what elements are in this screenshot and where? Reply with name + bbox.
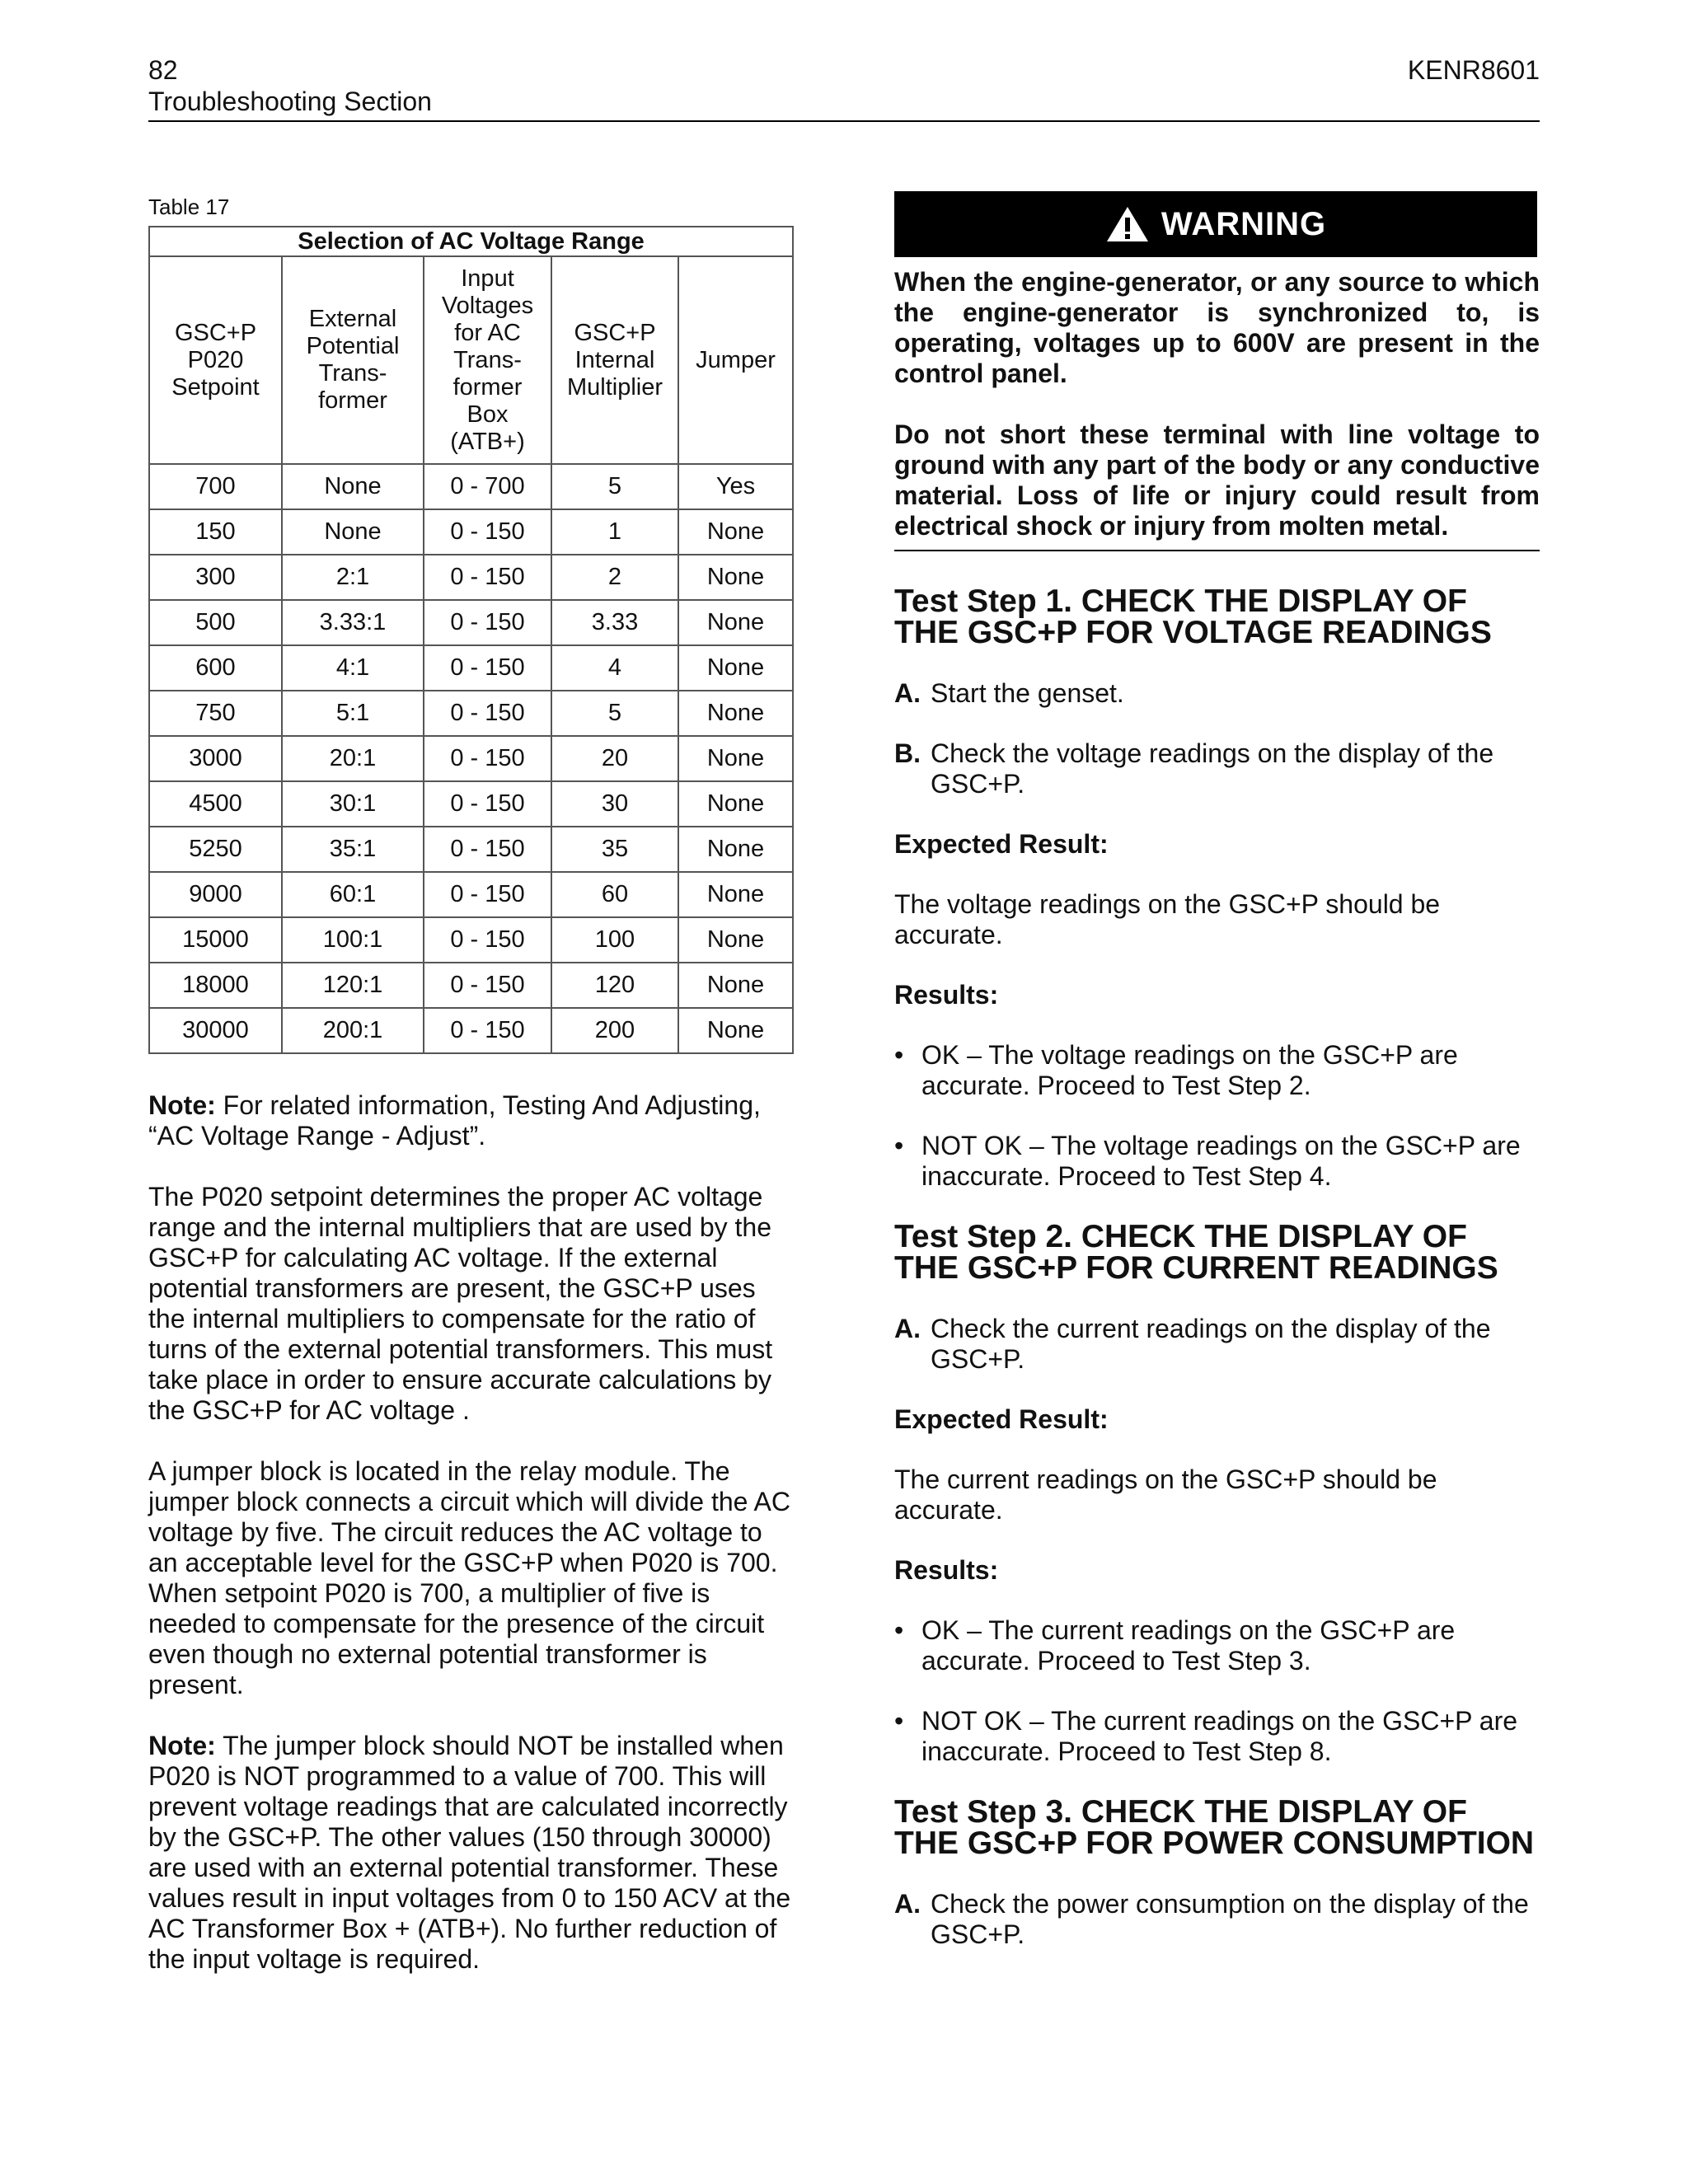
page-header-left (148, 54, 432, 117)
table-cell: 0 - 150 (424, 963, 551, 1008)
table-cell: 0 - 150 (424, 600, 551, 645)
table-cell: 9000 (149, 872, 282, 917)
note-text: For related information, Testing And Adjusting, “AC Voltage Range - Adjust”. (148, 1090, 761, 1151)
table-cell: 0 - 700 (424, 464, 551, 509)
table-cell: 4 (551, 645, 678, 691)
column-header: Jumper (678, 256, 793, 464)
table-cell: 1 (551, 509, 678, 555)
table-cell: 18000 (149, 963, 282, 1008)
step-3-item-a: A. Check the power consumption on the display of the GSC+P. (894, 1889, 1529, 1949)
table-cell: None (678, 691, 793, 736)
table-cell: 0 - 150 (424, 781, 551, 827)
column-header: GSC+P Internal Multiplier (551, 256, 678, 464)
table-cell: None (678, 872, 793, 917)
table-cell: 20 (551, 736, 678, 781)
table-cell: 0 - 150 (424, 645, 551, 691)
expected-result-label: Expected Result: (894, 1404, 1109, 1434)
table-cell: 200:1 (282, 1008, 424, 1053)
step-1-item-a: A. Start the genset. (894, 678, 1124, 708)
table-cell: 0 - 150 (424, 691, 551, 736)
table-row (149, 464, 793, 509)
table-row (149, 509, 793, 555)
table-cell: 15000 (149, 917, 282, 963)
table-title: Selection of AC Voltage Range (149, 227, 793, 256)
table-cell: 100:1 (282, 917, 424, 963)
table-cell: 60:1 (282, 872, 424, 917)
table-row (149, 827, 793, 872)
table-cell: 120 (551, 963, 678, 1008)
table-label: Table 17 (148, 194, 230, 219)
table-cell: 500 (149, 600, 282, 645)
table-cell: 30 (551, 781, 678, 827)
table-cell: 20:1 (282, 736, 424, 781)
warning-divider (894, 550, 1540, 551)
table-cell: 300 (149, 555, 282, 600)
table-row (149, 917, 793, 963)
table-cell: None (678, 645, 793, 691)
table-cell: 120:1 (282, 963, 424, 1008)
results-label: Results: (894, 980, 999, 1010)
table-body (149, 464, 793, 1053)
table-cell: 150 (149, 509, 282, 555)
note-label: Note: (148, 1090, 216, 1120)
table-cell: 2:1 (282, 555, 424, 600)
paragraph-p020: The P020 setpoint determines the proper AC voltage range and the internal multipliers that are used by the GSC+P for calculating AC voltage. If the external potential transformers are present, the GSC+P uses the internal multipliers to compensate for the ratio of turns of the external potential transformers. This must take place in order to ensure accurate calculations by the GSC+P for AC voltage . (148, 1182, 773, 1425)
table-cell: 5 (551, 691, 678, 736)
table-cell: 30:1 (282, 781, 424, 827)
expected-result-text: The current readings on the GSC+P should be accurate. (894, 1465, 1437, 1525)
table-header-row (149, 256, 793, 464)
paragraph-jumper-block: A jumper block is located in the relay module. The jumper block connects a circuit which will divide the AC voltage by five. The circuit reduces the AC voltage to an acceptable level for the GSC+P when P020 is 700. When setpoint P020 is 700, a multiplier of five is needed to compensate for the presence of the circuit even though no external potential transformer is present. (148, 1456, 790, 1699)
table-cell: 0 - 150 (424, 555, 551, 600)
table-cell: 200 (551, 1008, 678, 1053)
document-id: KENR8601 (1407, 55, 1540, 85)
table-cell: None (282, 464, 424, 509)
table-cell: None (678, 963, 793, 1008)
table-cell: None (678, 555, 793, 600)
table-cell: 3000 (149, 736, 282, 781)
table-cell: 100 (551, 917, 678, 963)
result-ok: • OK – The voltage readings on the GSC+P are accurate. Proceed to Test Step 2. (894, 1040, 1458, 1100)
table-row (149, 555, 793, 600)
test-step-1-heading: Test Step 1. CHECK THE DISPLAY OF THE GSC+P FOR VOLTAGE READINGS (894, 583, 1492, 650)
table-row (149, 963, 793, 1008)
note-label: Note: (148, 1731, 216, 1760)
table-cell: 3.33 (551, 600, 678, 645)
note-jumper (148, 1731, 792, 1975)
table-cell: 0 - 150 (424, 1008, 551, 1053)
table-cell: None (282, 509, 424, 555)
expected-result-text: The voltage readings on the GSC+P should be accurate. (894, 889, 1441, 949)
table-cell: 2 (551, 555, 678, 600)
table-cell: 4500 (149, 781, 282, 827)
warning-text-2: Do not short these terminal with line voltage to ground with any part of the body or any conductive material. Loss of life or injury could result from electrical shock or injury from molten metal. (894, 419, 1540, 541)
warning-title: WARNING (1160, 205, 1327, 242)
table-row (149, 781, 793, 827)
page-number: 82 (148, 55, 178, 85)
table-cell: 3.33:1 (282, 600, 424, 645)
column-header: External Potential Trans- former (282, 256, 424, 464)
table-cell: None (678, 1008, 793, 1053)
table-cell: 5:1 (282, 691, 424, 736)
table-cell: 0 - 150 (424, 736, 551, 781)
table-cell: 0 - 150 (424, 509, 551, 555)
table-cell: 0 - 150 (424, 827, 551, 872)
section-title: Troubleshooting Section (148, 87, 432, 116)
result-ok: • OK – The current readings on the GSC+P are accurate. Proceed to Test Step 3. (894, 1615, 1456, 1675)
table-cell: None (678, 509, 793, 555)
table-cell: None (678, 917, 793, 963)
note-text: The jumper block should NOT be installed when P020 is NOT programmed to a value of 700. This will prevent voltage readings that are calculated incorrectly by the GSC+P. The other values (150 through 30000) are used with an external potential transformer. These values result in input voltages from 0 to 150 ACV at the AC Transformer Box + (ATB+). No further reduction of the input voltage is required. (148, 1731, 791, 1974)
table-row (149, 872, 793, 917)
table-cell: None (678, 736, 793, 781)
expected-result-label: Expected Result: (894, 829, 1109, 859)
table-cell: None (678, 600, 793, 645)
table-cell: 4:1 (282, 645, 424, 691)
table-cell: 60 (551, 872, 678, 917)
test-step-2-heading: Test Step 2. CHECK THE DISPLAY OF THE GSC+P FOR CURRENT READINGS (894, 1219, 1498, 1286)
warning-banner (894, 191, 1537, 257)
results-label: Results: (894, 1555, 999, 1585)
table-row (149, 691, 793, 736)
step-2-item-a: A. Check the current readings on the display of the GSC+P. (894, 1314, 1491, 1374)
table-row (149, 600, 793, 645)
left-column (148, 194, 792, 1975)
table-cell: 700 (149, 464, 282, 509)
table-cell: 35 (551, 827, 678, 872)
table-cell: 5 (551, 464, 678, 509)
column-header: Input Voltages for AC Trans- former Box (ATB+) (424, 256, 551, 464)
voltage-range-table (148, 226, 794, 1054)
note-related-info (148, 1090, 792, 1151)
right-column (894, 191, 1540, 1950)
table-cell: 750 (149, 691, 282, 736)
table-cell: 0 - 150 (424, 872, 551, 917)
result-not-ok: • NOT OK – The current readings on the GSC+P are inaccurate. Proceed to Test Step 8. (894, 1706, 1518, 1766)
column-header: GSC+P P020 Setpoint (149, 256, 282, 464)
table-cell: Yes (678, 464, 793, 509)
table-cell: 5250 (149, 827, 282, 872)
result-not-ok: • NOT OK – The voltage readings on the GSC+P are inaccurate. Proceed to Test Step 4. (894, 1131, 1521, 1191)
table-cell: 35:1 (282, 827, 424, 872)
test-step-3-heading: Test Step 3. CHECK THE DISPLAY OF THE GSC+P FOR POWER CONSUMPTION (894, 1794, 1535, 1861)
table-row (149, 1008, 793, 1053)
warning-text-1: When the engine-generator, or any source to which the engine-generator is synchronized to, is operating, voltages up to 600V are present in the control panel. (894, 267, 1540, 388)
warning-triangle-icon (1105, 205, 1150, 243)
step-1-item-b: B. Check the voltage readings on the display of the GSC+P. (894, 738, 1494, 799)
table-cell: None (678, 781, 793, 827)
table-row (149, 736, 793, 781)
table-cell: None (678, 827, 793, 872)
header-divider (148, 120, 1540, 122)
table-cell: 0 - 150 (424, 917, 551, 963)
table-cell: 600 (149, 645, 282, 691)
table-row (149, 645, 793, 691)
table-cell: 30000 (149, 1008, 282, 1053)
